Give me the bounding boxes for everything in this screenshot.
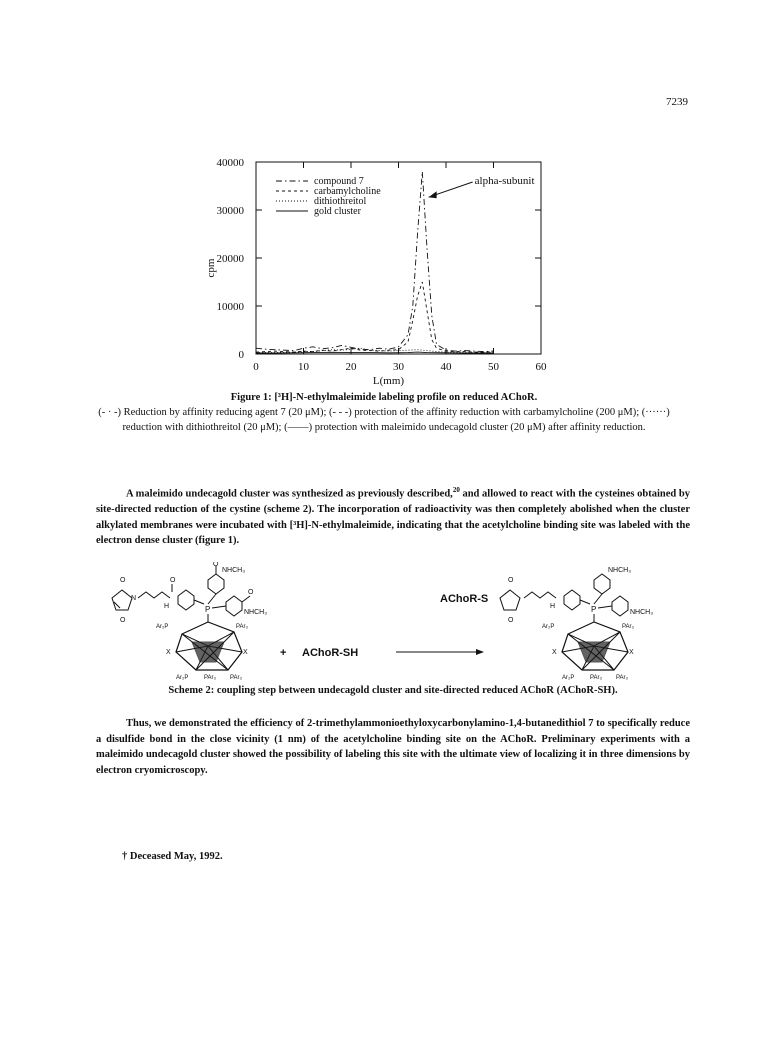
product-structure	[440, 567, 653, 681]
series-line-compound-7	[256, 172, 494, 352]
nitrogen-label: N	[131, 595, 137, 602]
maleimide-cluster-structure	[112, 562, 267, 681]
x-tick-label: 20	[345, 361, 357, 373]
svg-text:Ar₂P: Ar₂P	[542, 624, 555, 630]
nhch3-label-1: NHCH₃	[222, 567, 246, 574]
scheme-label: Scheme 2:	[168, 685, 215, 696]
svg-text:X: X	[552, 649, 557, 656]
svg-text:Ar₂P: Ar₂P	[562, 675, 575, 681]
y-tick-label: 20000	[216, 253, 244, 265]
scheme-2-reaction	[96, 562, 690, 682]
reference-20: 20	[452, 486, 460, 494]
y-tick-label: 10000	[216, 301, 244, 313]
y-tick-label: 0	[238, 349, 244, 361]
svg-text:O: O	[120, 617, 126, 624]
svg-text:O: O	[213, 562, 219, 568]
legend-label: carbamylcholine	[314, 186, 381, 197]
svg-text:PAr₃: PAr₃	[622, 624, 634, 630]
paragraph-1	[96, 483, 690, 549]
svg-text:O: O	[170, 577, 176, 584]
svg-text:O: O	[248, 589, 254, 596]
legend-label: gold cluster	[314, 206, 361, 217]
svg-text:PAr₃: PAr₃	[616, 675, 628, 681]
x-tick-label: 0	[253, 361, 259, 373]
svg-text:Ar₂P: Ar₂P	[176, 675, 189, 681]
paragraph-1-text-b: and allowed to react with the cysteines obtained by site-directed reduction of the cystine (scheme 2). The incorporation of radioactivity was then completely abolished when the cluster alkylated membranes were incubated with [³H]-N-ethylmaleimide, indicating that the acetylcholine binding site was labeled with the electron dense cluster (figure 1).	[96, 488, 690, 546]
phosphorus-label: P	[205, 605, 211, 614]
reaction-arrow	[396, 649, 484, 655]
x-tick-label: 60	[535, 361, 547, 373]
svg-text:PAr₃: PAr₃	[230, 675, 242, 681]
ar2p-label: Ar₂P	[156, 624, 169, 630]
scheme-2-caption	[96, 685, 690, 696]
figure-label: Figure 1:	[230, 392, 272, 403]
svg-text:PAr₃: PAr₃	[204, 675, 216, 681]
x-axis-label: L(mm)	[372, 375, 405, 387]
annotation-alpha-subunit: alpha-subunit	[474, 175, 535, 187]
amide-nh: H	[164, 603, 170, 610]
labeling-profile-chart	[196, 152, 576, 388]
plot-frame	[256, 162, 541, 354]
figure-description: (- · -) Reduction by affinity reducing agent 7 (20 μM); (- - -) protection of the affinity reduction with carbamylcholine (200 μM); (······) reduction with dithiothreitol (20 μM); (——) protection with maleimido undecagold cluster (20 μM) after affinity reduction.	[98, 407, 670, 433]
series-line-carbamylcholine	[256, 282, 494, 352]
x-tick-label: 50	[488, 361, 499, 373]
par3-label: PAr₃	[236, 624, 248, 630]
paragraph-2	[96, 716, 690, 778]
footnote: † Deceased May, 1992.	[122, 851, 223, 862]
svg-text:X: X	[243, 649, 248, 656]
product-achor-label: AChoR-S	[440, 593, 489, 605]
oxygen-label: O	[120, 577, 126, 584]
paragraph-2-text: Thus, we demonstrated the efficiency of 2-trimethylammonioethyloxycarbonylamino-1,4-butanedithiol 7 to specifically reduce a disulfide bond in the close vicinity (1 nm) of the acetylcholine binding site on the AChoR. Preliminary experiments with a maleimido undecagold cluster showed the possibility of labeling this site with the ultimate view of localizing it in three dimensions by electron cryomicroscopy.	[96, 718, 690, 776]
svg-text:H: H	[550, 603, 556, 610]
figure-title: [³H]-N-ethylmaleimide labeling profile on reduced AChoR.	[274, 392, 538, 403]
annotation-arrowhead	[429, 191, 437, 198]
svg-text:P: P	[591, 605, 597, 614]
scheme-description: coupling step between undecagold cluster and site-directed reduced AChoR (AChoR-SH).	[214, 685, 618, 696]
svg-text:X: X	[629, 649, 634, 656]
paragraph-1-text-a: A maleimido undecagold cluster was synthesized as previously described,	[126, 488, 453, 500]
reagent-label: AChoR-SH	[302, 647, 359, 659]
svg-text:O: O	[508, 617, 514, 624]
x-tick-label: 30	[393, 361, 404, 373]
x-tick-label: 40	[440, 361, 452, 373]
legend-label: compound 7	[314, 176, 364, 187]
x-ligand-label: X	[166, 649, 171, 656]
svg-text:PAr₃: PAr₃	[590, 675, 602, 681]
x-tick-label: 10	[298, 361, 309, 373]
legend-label: dithiothreitol	[314, 196, 367, 207]
figure-1-caption	[96, 390, 672, 435]
page-number: 7239	[666, 96, 688, 108]
plus-sign: +	[280, 647, 287, 659]
svg-text:NHCH₃: NHCH₃	[630, 609, 654, 616]
y-tick-label: 30000	[216, 205, 244, 217]
y-tick-label: 40000	[216, 157, 244, 169]
series-line-gold-cluster	[256, 352, 494, 353]
y-axis-label: cpm	[205, 258, 217, 278]
svg-text:NHCH₃: NHCH₃	[608, 567, 632, 574]
svg-text:O: O	[508, 577, 514, 584]
nhch3-label-2: NHCH₃	[244, 609, 268, 616]
